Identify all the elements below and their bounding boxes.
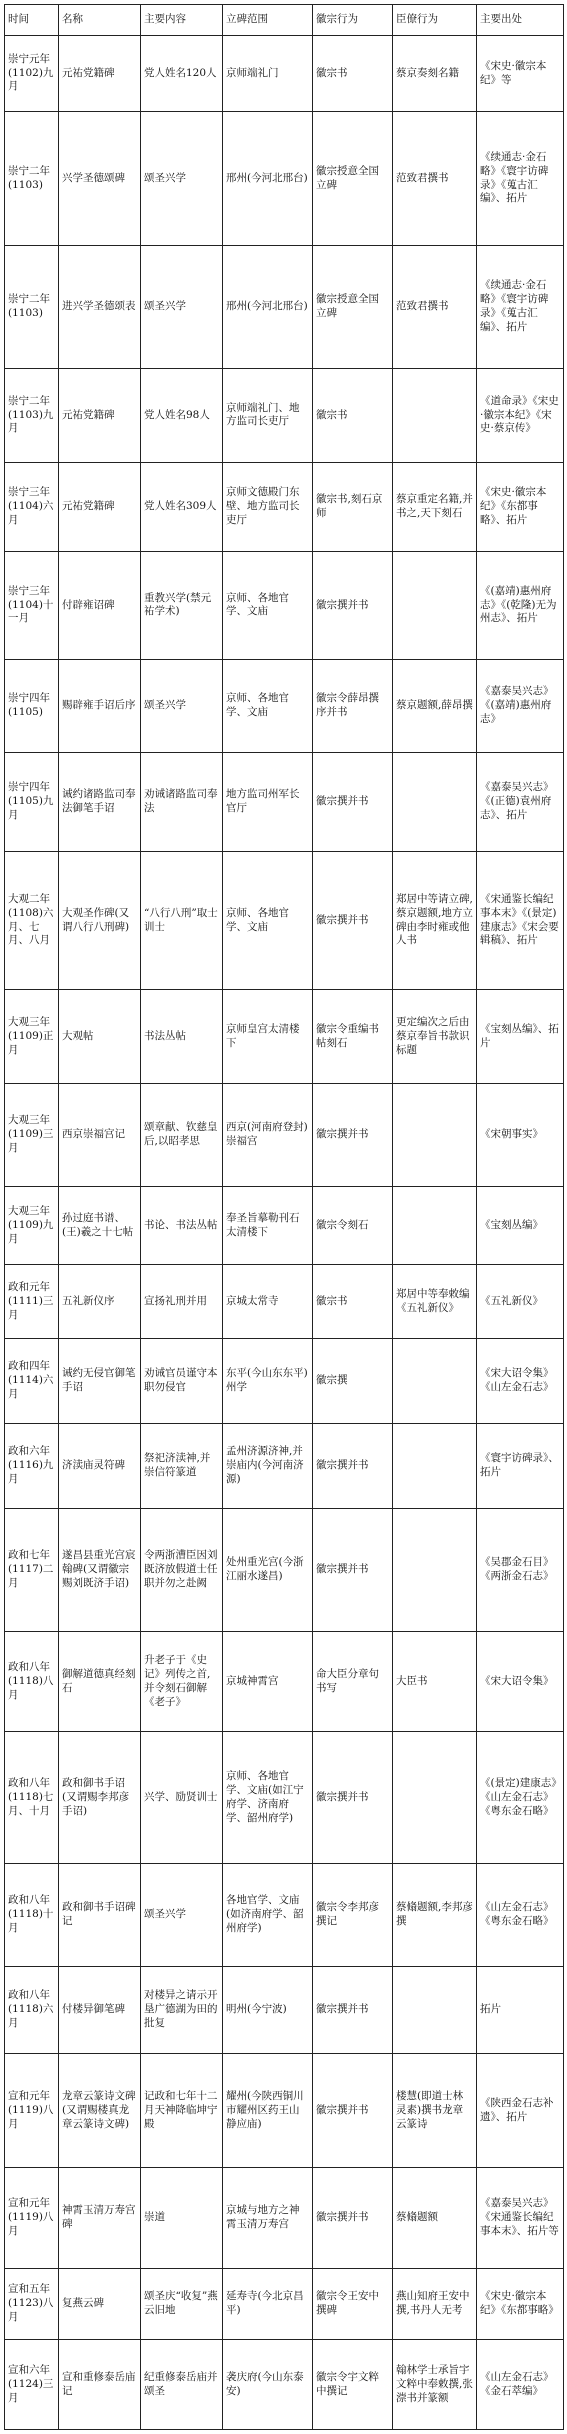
- cell-content: 颂圣庆“收复”燕云旧地: [141, 2268, 223, 2340]
- cell-emperor-action: 徽宗令王安中撰碑: [313, 2268, 393, 2340]
- cell-emperor-action: 徽宗撰并书: [313, 1967, 393, 2054]
- cell-source: 《嘉泰吴兴志》《(正德)袁州府志》、拓片: [477, 753, 564, 851]
- cell-name: 付楼异御笔碑: [59, 1967, 141, 2054]
- cell-time: 政和四年(1114)六月: [5, 1339, 59, 1424]
- cell-content: 颂章献、钦慈皇后,以昭孝思: [141, 1084, 223, 1187]
- cell-source: 《宋大诏令集》: [477, 1631, 564, 1732]
- cell-content: 党人姓名120人: [141, 36, 223, 112]
- header-official-action: 臣僚行为: [393, 5, 477, 36]
- cell-emperor-action: 徽宗授意全国立碑: [313, 246, 393, 369]
- cell-source: 拓片: [477, 1967, 564, 2054]
- cell-scope: 京城太常寺: [223, 1265, 313, 1339]
- cell-name: 诫约诸路监司奉法御笔手诏: [59, 753, 141, 851]
- table-row: [5, 462, 564, 551]
- table-row: [5, 1864, 564, 1967]
- cell-name: 五礼新仪序: [59, 1265, 141, 1339]
- cell-name: 元祐党籍碑: [59, 369, 141, 463]
- cell-official-action: [393, 369, 477, 463]
- table-row: [5, 2340, 564, 2430]
- cell-scope: 京城神霄宫: [223, 1631, 313, 1732]
- cell-official-action: 郑居中等奉敕编《五礼新仪》: [393, 1265, 477, 1339]
- cell-time: 崇宁二年(1103)九月: [5, 369, 59, 463]
- cell-content: 书法丛帖: [141, 990, 223, 1084]
- table-row: [5, 1732, 564, 1864]
- table-row: [5, 246, 564, 369]
- cell-official-action: 范致君撰书: [393, 246, 477, 369]
- cell-time: 政和八年(1118)七月、十月: [5, 1732, 59, 1864]
- cell-time: 政和元年(1111)三月: [5, 1265, 59, 1339]
- cell-name: 大观帖: [59, 990, 141, 1084]
- cell-name: 西京崇福宫记: [59, 1084, 141, 1187]
- cell-time: 政和八年(1118)十月: [5, 1864, 59, 1967]
- header-scope: 立碑范围: [223, 5, 313, 36]
- cell-scope: 京师端礼门、地方监司长吏厅: [223, 369, 313, 463]
- cell-source: 《山左金石志》《粤东金石略》: [477, 1864, 564, 1967]
- cell-content: 颂圣兴学: [141, 246, 223, 369]
- cell-emperor-action: 徽宗撰: [313, 1339, 393, 1424]
- cell-official-action: [393, 1187, 477, 1265]
- cell-time: 崇宁元年(1102)九月: [5, 36, 59, 112]
- table-row: [5, 1084, 564, 1187]
- cell-name: 进兴学圣德颂表: [59, 246, 141, 369]
- cell-source: 《陕西金石志补遗》、拓片: [477, 2054, 564, 2168]
- cell-scope: 京师、各地官学、文庙: [223, 659, 313, 753]
- header-content: 主要内容: [141, 5, 223, 36]
- cell-source: 《宋史·徽宗本纪》《东都事略》: [477, 2268, 564, 2340]
- cell-scope: 延寿寺(今北京昌平): [223, 2268, 313, 2340]
- table-row: [5, 1265, 564, 1339]
- cell-scope: 各地官学、文庙(如济南府学、韶州府学): [223, 1864, 313, 1967]
- table-row: [5, 753, 564, 851]
- cell-emperor-action: 徽宗书: [313, 369, 393, 463]
- cell-scope: 京师皇宫太清楼下: [223, 990, 313, 1084]
- cell-official-action: [393, 1084, 477, 1187]
- header-row: [5, 5, 564, 36]
- cell-name: 付辟雍诏碑: [59, 552, 141, 659]
- cell-emperor-action: 徽宗令薛昂撰序并书: [313, 659, 393, 753]
- cell-official-action: 蔡翛题额,李邦彦撰: [393, 1864, 477, 1967]
- cell-name: 龙章云篆诗文碑(又谓赐楼真龙章云篆诗文碑): [59, 2054, 141, 2168]
- cell-scope: 京师、各地官学、文庙: [223, 851, 313, 990]
- cell-scope: 京城与地方之神霄玉清万寿宫: [223, 2168, 313, 2269]
- cell-time: 政和八年(1118)八月: [5, 1631, 59, 1732]
- cell-name: 孙过庭书谱、(王)羲之十七帖: [59, 1187, 141, 1265]
- cell-content: 纪重修泰岳庙并颂圣: [141, 2340, 223, 2430]
- cell-scope: 邢州(今河北邢台): [223, 112, 313, 246]
- cell-emperor-action: 命大臣分章句书写: [313, 1631, 393, 1732]
- cell-time: 政和六年(1116)九月: [5, 1424, 59, 1509]
- cell-official-action: 郑居中等请立碑,蔡京题额,地方立碑由李时雍或他人书: [393, 851, 477, 990]
- cell-official-action: 范致君撰书: [393, 112, 477, 246]
- header-time: 时间: [5, 5, 59, 36]
- cell-content: 宣扬礼刑并用: [141, 1265, 223, 1339]
- cell-content: 升老子于《史记》列传之首,并令刻石御解《老子》: [141, 1631, 223, 1732]
- table-row: [5, 851, 564, 990]
- cell-scope: 邢州(今河北邢台): [223, 246, 313, 369]
- cell-emperor-action: 徽宗授意全国立碑: [313, 112, 393, 246]
- cell-official-action: 翰林学士承旨宇文粹中奉敕撰,张漴书并篆额: [393, 2340, 477, 2430]
- table-row: [5, 1339, 564, 1424]
- cell-scope: 处州重光宫(今浙江丽水遂昌): [223, 1508, 313, 1631]
- cell-emperor-action: 徽宗撰并书: [313, 2168, 393, 2269]
- cell-name: 济渎庙灵符碑: [59, 1424, 141, 1509]
- cell-time: 大观三年(1109)九月: [5, 1187, 59, 1265]
- table-row: [5, 659, 564, 753]
- cell-time: 崇宁二年(1103): [5, 112, 59, 246]
- table-row: [5, 112, 564, 246]
- cell-content: 颂圣兴学: [141, 112, 223, 246]
- cell-official-action: 楼慧(即道士林灵素)撰书龙章云篆诗: [393, 2054, 477, 2168]
- cell-name: 遂昌县重光宫宸翰碑(又谓徽宗赐刘既济手诏): [59, 1508, 141, 1631]
- cell-content: 书论、书法丛帖: [141, 1187, 223, 1265]
- cell-scope: 京师、各地官学、文庙: [223, 552, 313, 659]
- cell-official-action: 蔡京奏刻名籍: [393, 36, 477, 112]
- cell-emperor-action: 徽宗令李邦彦撰记: [313, 1864, 393, 1967]
- cell-scope: 地方监司州军长官厅: [223, 753, 313, 851]
- cell-time: 宣和六年(1124)三月: [5, 2340, 59, 2430]
- cell-source: 《道命录》《宋史·徽宗本纪》《宋史·蔡京传》: [477, 369, 564, 463]
- cell-scope: 京师文德殿门东壁、地方监司长吏厅: [223, 462, 313, 551]
- cell-source: 《宝刻丛编》、拓片: [477, 990, 564, 1084]
- cell-source: 《宋史·徽宗本纪》《东都事略》、拓片: [477, 462, 564, 551]
- cell-emperor-action: 徽宗书: [313, 1265, 393, 1339]
- cell-scope: 京师、各地官学、文庙(如江宁府学、济南府学、韶州府学): [223, 1732, 313, 1864]
- cell-source: 《嘉泰吴兴志》《(嘉靖)惠州府志》: [477, 659, 564, 753]
- cell-emperor-action: 徽宗令宇文粹中撰记: [313, 2340, 393, 2430]
- cell-source: 《吴郡金石目》《两浙金石志》: [477, 1508, 564, 1631]
- cell-source: 《宋通鉴长编纪事本末》《(景定)建康志》《宋会要辑稿》、拓片: [477, 851, 564, 990]
- cell-content: 党人姓名309人: [141, 462, 223, 551]
- cell-emperor-action: 徽宗书: [313, 36, 393, 112]
- cell-scope: 明州(今宁波): [223, 1967, 313, 2054]
- cell-content: 兴学、励贤训士: [141, 1732, 223, 1864]
- table-row: [5, 1508, 564, 1631]
- cell-time: 政和七年(1117)二月: [5, 1508, 59, 1631]
- cell-time: 崇宁三年(1104)十一月: [5, 552, 59, 659]
- cell-name: 政和御书手诏碑记: [59, 1864, 141, 1967]
- cell-name: 赐辟雍手诏后序: [59, 659, 141, 753]
- cell-official-action: 蔡翛题额: [393, 2168, 477, 2269]
- table-row: [5, 1967, 564, 2054]
- cell-scope: 袭庆府(今山东泰安): [223, 2340, 313, 2430]
- table-body: [5, 36, 564, 2430]
- cell-time: 崇宁二年(1103): [5, 246, 59, 369]
- table-row: [5, 2054, 564, 2168]
- cell-official-action: [393, 753, 477, 851]
- cell-source: 《山左金石志》《金石萃编》: [477, 2340, 564, 2430]
- cell-official-action: [393, 552, 477, 659]
- cell-content: 令两浙漕臣因刘既济放假道士任职并勿之赴阙: [141, 1508, 223, 1631]
- cell-official-action: [393, 1732, 477, 1864]
- cell-scope: 孟州济源济神,并崇庙内(今河南济源): [223, 1424, 313, 1509]
- stele-table: [4, 4, 564, 2430]
- cell-emperor-action: 徽宗撰并书: [313, 1508, 393, 1631]
- table-row: [5, 990, 564, 1084]
- cell-source: 《宝刻丛编》: [477, 1187, 564, 1265]
- cell-content: “八行八刑”取士训士: [141, 851, 223, 990]
- table-row: [5, 1424, 564, 1509]
- cell-scope: 京师端礼门: [223, 36, 313, 112]
- cell-source: 《寰宇访碑录》、拓片: [477, 1424, 564, 1509]
- cell-emperor-action: 徽宗撰并书: [313, 851, 393, 990]
- cell-source: 《五礼新仪》: [477, 1265, 564, 1339]
- cell-name: 神霄玉清万寿宫碑: [59, 2168, 141, 2269]
- header-emperor-action: 徽宗行为: [313, 5, 393, 36]
- cell-content: 党人姓名98人: [141, 369, 223, 463]
- cell-name: 复燕云碑: [59, 2268, 141, 2340]
- cell-time: 崇宁四年(1105): [5, 659, 59, 753]
- cell-emperor-action: 徽宗撰并书: [313, 1084, 393, 1187]
- cell-content: 对楼异之请示开垦广德湖为田的批复: [141, 1967, 223, 2054]
- table-row: [5, 1187, 564, 1265]
- cell-content: 崇道: [141, 2168, 223, 2269]
- cell-official-action: 更定编次之后由蔡京奉旨书款识标题: [393, 990, 477, 1084]
- cell-name: 宣和重修泰岳庙记: [59, 2340, 141, 2430]
- table-row: [5, 1631, 564, 1732]
- cell-name: 诫约无侵官御笔手诏: [59, 1339, 141, 1424]
- cell-official-action: [393, 1508, 477, 1631]
- header-source: 主要出处: [477, 5, 564, 36]
- cell-content: 劝诫诸路监司奉法: [141, 753, 223, 851]
- cell-emperor-action: 徽宗书,刻石京师: [313, 462, 393, 551]
- cell-emperor-action: 徽宗令刻石: [313, 1187, 393, 1265]
- cell-source: 《续通志·金石略》《寰宇访碑录》《蒐古汇编》、拓片: [477, 246, 564, 369]
- table-header: [5, 5, 564, 36]
- cell-source: 《(嘉靖)惠州府志》《(乾隆)无为州志》、拓片: [477, 552, 564, 659]
- cell-official-action: [393, 1339, 477, 1424]
- cell-official-action: [393, 1967, 477, 2054]
- cell-official-action: 蔡京题额,薛昂撰: [393, 659, 477, 753]
- cell-scope: 西京(河南府登封)崇福宫: [223, 1084, 313, 1187]
- cell-name: 政和御书手诏(又谓赐李邦彦手诏): [59, 1732, 141, 1864]
- cell-source: 《(景定)建康志》《山左金石志》《粤东金石略》: [477, 1732, 564, 1864]
- cell-content: 颂圣兴学: [141, 659, 223, 753]
- cell-scope: 奉圣旨摹勒刊石太清楼下: [223, 1187, 313, 1265]
- cell-time: 宣和元年(1119)八月: [5, 2168, 59, 2269]
- cell-official-action: 大臣书: [393, 1631, 477, 1732]
- cell-content: 颂圣兴学: [141, 1864, 223, 1967]
- table-row: [5, 2268, 564, 2340]
- cell-time: 大观三年(1109)三月: [5, 1084, 59, 1187]
- cell-name: 御解道德真经刻石: [59, 1631, 141, 1732]
- cell-name: 元祐党籍碑: [59, 36, 141, 112]
- cell-official-action: [393, 1424, 477, 1509]
- cell-source: 《宋史·徽宗本纪》等: [477, 36, 564, 112]
- cell-emperor-action: 徽宗撰并书: [313, 1424, 393, 1509]
- cell-content: 劝诫官员谨守本职勿侵官: [141, 1339, 223, 1424]
- cell-name: 兴学圣德颂碑: [59, 112, 141, 246]
- cell-scope: 耀州(今陕西铜川市耀州区药王山静应庙): [223, 2054, 313, 2168]
- cell-time: 政和八年(1118)六月: [5, 1967, 59, 2054]
- table-row: [5, 2168, 564, 2269]
- cell-emperor-action: 徽宗令重编书帖刻石: [313, 990, 393, 1084]
- cell-source: 《宋大诏令集》《山左金石志》: [477, 1339, 564, 1424]
- cell-source: 《续通志·金石略》《寰宇访碑录》《蒐古汇编》、拓片: [477, 112, 564, 246]
- cell-time: 崇宁四年(1105)九月: [5, 753, 59, 851]
- cell-content: 祭祀济渎神,并崇信符篆道: [141, 1424, 223, 1509]
- cell-content: 重教兴学(禁元祐学术): [141, 552, 223, 659]
- cell-official-action: 燕山知府王安中撰,书丹人无考: [393, 2268, 477, 2340]
- cell-scope: 东平(今山东东平)州学: [223, 1339, 313, 1424]
- table-row: [5, 552, 564, 659]
- cell-time: 大观二年(1108)六月、七月、八月: [5, 851, 59, 990]
- cell-time: 大观三年(1109)正月: [5, 990, 59, 1084]
- cell-time: 宣和五年(1123)八月: [5, 2268, 59, 2340]
- table-row: [5, 369, 564, 463]
- cell-time: 崇宁三年(1104)六月: [5, 462, 59, 551]
- cell-emperor-action: 徽宗撰并书: [313, 552, 393, 659]
- cell-source: 《宋朝事实》: [477, 1084, 564, 1187]
- cell-emperor-action: 徽宗撰并书: [313, 2054, 393, 2168]
- cell-emperor-action: 徽宗撰并书: [313, 1732, 393, 1864]
- header-name: 名称: [59, 5, 141, 36]
- cell-name: 元祐党籍碑: [59, 462, 141, 551]
- cell-emperor-action: 徽宗撰并书: [313, 753, 393, 851]
- cell-source: 《嘉泰吴兴志》《宋通鉴长编纪事本末》、拓片等: [477, 2168, 564, 2269]
- cell-time: 宣和元年(1119)八月: [5, 2054, 59, 2168]
- cell-official-action: 蔡京重定名籍,并书之,天下刻石: [393, 462, 477, 551]
- table-row: [5, 36, 564, 112]
- cell-name: 大观圣作碑(又谓八行八刑碑): [59, 851, 141, 990]
- cell-content: 记政和七年十二月天神降临坤宁殿: [141, 2054, 223, 2168]
